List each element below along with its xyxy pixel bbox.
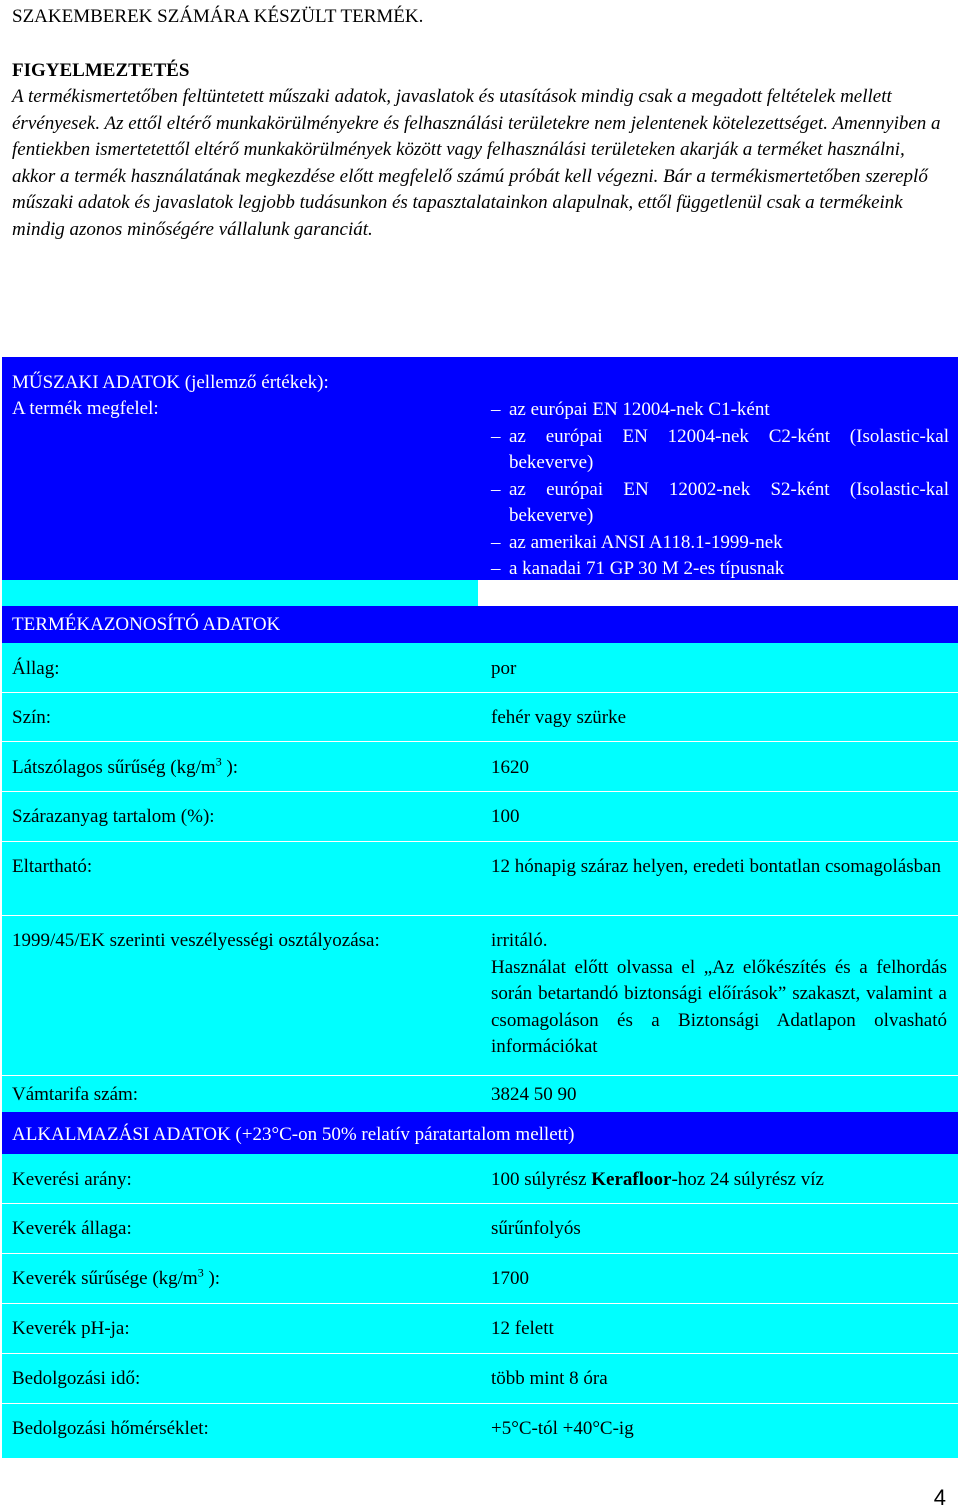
page-number: 4: [933, 1484, 946, 1510]
table-row: [2, 1404, 958, 1458]
warning-body: A termékismertetőben feltüntetett műszaki adatok, javaslatok és utasítások mindig csak a megadott feltételek mellett érvényesek. Az ettől eltérő munkakörülményekre és felhasználási területekre nem jelentenek kötelezettséget. Amennyiben a fentiekben ismertetettől eltérő munkakörülmények között vagy felhasználási területeken akarják a terméket használni, akkor a termék használatának megkezdése előtt megfelelő számú próbát kell végezni. Bár a termékismertetőben szereplő műszaki adatok és javaslatok legjobb tudásunkon és tapasztalatainkon alapulnak, ettől függetlenül csak a termékeink mindig azonos minőségére vállalunk garanciát.: [12, 86, 941, 240]
table-row: [2, 1304, 958, 1354]
identification-header: [2, 606, 958, 643]
table-row: [2, 1204, 958, 1254]
intro-title: SZAKEMBEREK SZÁMÁRA KÉSZÜLT TERMÉK.: [12, 6, 424, 27]
standards-list: [491, 397, 949, 583]
table-row: [2, 842, 958, 916]
row-label: Szárazanyag tartalom (%):: [12, 806, 215, 827]
application-section: [2, 1112, 958, 1458]
row-label: Látszólagos sűrűség ($kg/m^3$ ):: [12, 754, 239, 778]
row-value: 12 hónapig száraz helyen, eredeti bontatlan csomagolásban: [491, 856, 942, 877]
row-value: 1700: [491, 1268, 529, 1289]
row-value: több mint 8 óra: [491, 1368, 608, 1389]
row-label: 1999/45/EK szerinti veszélyességi osztályozása:: [12, 930, 380, 951]
row-label: Vámtarifa szám:: [12, 1084, 139, 1105]
row-label: Állag:: [12, 658, 60, 679]
row-label: Bedolgozási hőmérséklet:: [12, 1418, 209, 1439]
row-value: 3824 50 90: [491, 1084, 577, 1105]
row-value: fehér vagy szürke: [491, 707, 627, 728]
standard-item: – az európai EN 12002-nek S2-ként (Isolastic-kal bekeverve): [491, 477, 949, 530]
table-row: [2, 792, 958, 842]
warning-heading: FIGYELMEZTETÉS: [12, 60, 190, 81]
technical-label: A termék megfelel:: [12, 398, 159, 419]
identification-heading: TERMÉKAZONOSÍTÓ ADATOK: [12, 614, 281, 635]
row-value: 12 felett: [491, 1318, 554, 1339]
technical-cyan-strip: [2, 580, 478, 606]
row-label: Eltartható:: [12, 856, 93, 877]
table-row: [2, 742, 958, 792]
table-row: [2, 1154, 958, 1204]
table-row: [2, 643, 958, 693]
identification-section: [2, 606, 958, 1112]
table-row: [2, 916, 958, 1076]
standard-item: – a kanadai 71 GP 30 M 2-es típusnak: [491, 556, 949, 583]
standard-item: – az amerikai ANSI A118.1-1999-nek: [491, 530, 949, 557]
technical-section: [2, 357, 958, 580]
table-row: [2, 1354, 958, 1404]
row-value: +5°C-tól +40°C-ig: [491, 1418, 634, 1439]
row-label: Szín:: [12, 707, 52, 728]
row-label: Bedolgozási idő:: [12, 1368, 141, 1389]
row-value: 100: [491, 806, 520, 827]
application-heading: ALKALMAZÁSI ADATOK (+23°C-on 50% relatív páratartalom mellett): [12, 1124, 575, 1145]
row-label: Keverési arány:: [12, 1169, 132, 1190]
row-label: Keverék állaga:: [12, 1218, 132, 1239]
technical-heading: MŰSZAKI ADATOK (jellemző értékek):: [12, 372, 329, 393]
row-value: por: [491, 658, 517, 679]
row-value: 1620: [491, 757, 529, 778]
row-label: Keverék sűrűsége ($kg/m^3$ ):: [12, 1265, 221, 1289]
row-value: irritáló. Használat előtt olvassa el „Az előkészítés és a felhordás során betartandó biztonsági előírások” szakaszt, valamint a csomagoláson és a Biztonsági Adatlapon olvasható információkat: [491, 930, 947, 1057]
application-header: [2, 1112, 958, 1154]
row-value: 100 súlyrész Kerafloor-hoz 24 súlyrész víz: [491, 1169, 824, 1190]
row-label: Keverék pH-ja:: [12, 1318, 130, 1339]
table-row: [2, 1254, 958, 1304]
row-value: sűrűnfolyós: [491, 1218, 581, 1239]
standard-item: – az európai EN 12004-nek C2-ként (Isolastic-kal bekeverve): [491, 424, 949, 477]
standard-item: – az európai EN 12004-nek C1-ként: [491, 397, 949, 424]
table-row: [2, 1076, 958, 1112]
table-row: [2, 693, 958, 742]
